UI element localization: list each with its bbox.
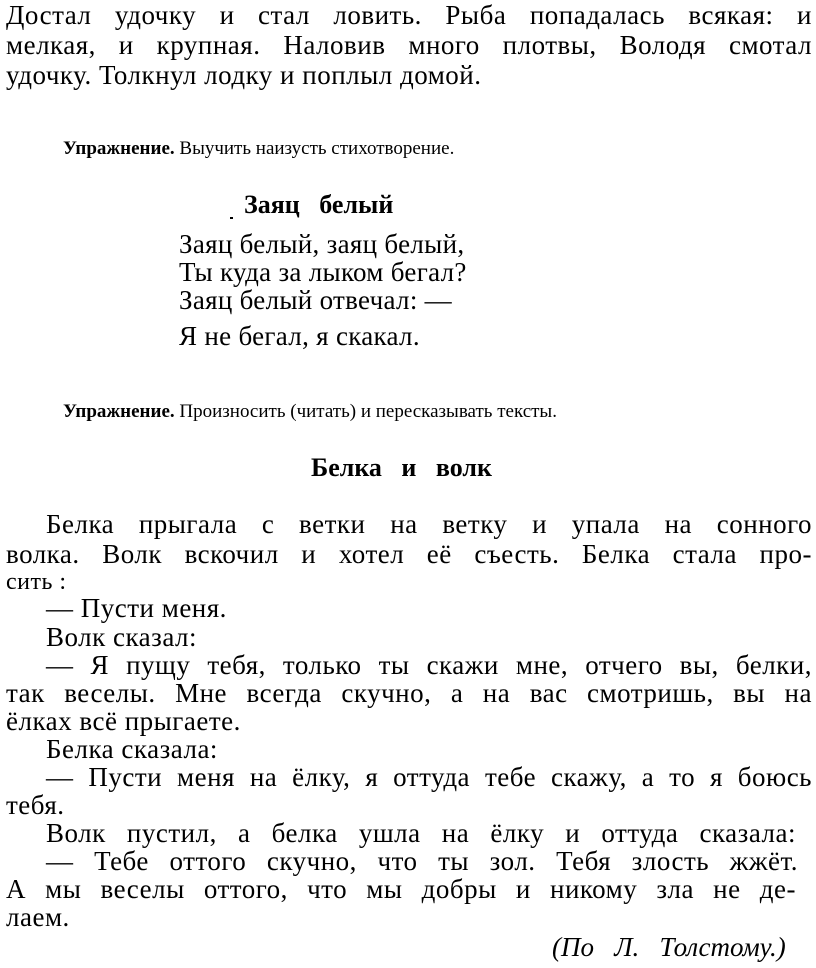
story-attribution: (По Л. Толстому.) — [552, 932, 786, 962]
exercise-1-label: Упражнение. — [63, 138, 175, 159]
intro-line-2: мелкая, и крупная. Наловив много плотвы, Володя смотал — [6, 30, 812, 60]
story-line-12: Волк пустил, а белка ушла на ёлку и оттуда сказала: — [46, 818, 796, 848]
exercise-2 — [63, 401, 557, 423]
poem-title: Заяц белый — [244, 190, 394, 219]
intro-line-1: Достал удочку и стал ловить. Рыба попадалась всякая: и — [6, 0, 812, 30]
story-line-11: тебя. — [6, 790, 65, 820]
stray-mark — [230, 217, 233, 219]
exercise-2-label: Упражнение. — [63, 401, 175, 422]
story-line-15: лаем. — [6, 902, 70, 932]
intro-line-3: удочку. Толкнул лодку и поплыл домой. — [6, 60, 482, 90]
story-line-6: — Я пущу тебя, только ты скажи мне, отчего вы, белки, — [46, 650, 812, 680]
poem-line-2: Ты куда за лыком бегал? — [179, 257, 467, 287]
story-line-13: — Тебе оттого скучно, что ты зол. Тебя злость жжёт. — [46, 846, 798, 876]
story-line-2: волка. Волк вскочил и хотел её съесть. Белка стала про- — [6, 539, 812, 569]
poem-line-1: Заяц белый, заяц белый, — [179, 229, 465, 259]
story-line-3: сить : — [6, 569, 67, 595]
story-line-7: так веселы. Мне всегда скучно, а на вас смотришь, вы на — [6, 678, 812, 708]
exercise-2-text: Произносить (читать) и пересказывать тексты. — [179, 401, 557, 422]
story-line-10: — Пусти меня на ёлку, я оттуда тебе скажу, а то я боюсь — [46, 762, 812, 792]
story-line-1: Белка прыгала с ветки на ветку и упала на сонного — [46, 509, 812, 539]
exercise-1 — [63, 138, 454, 160]
story-line-8: ёлках всё прыгаете. — [6, 706, 241, 736]
story-line-4: — Пусти меня. — [46, 593, 227, 623]
story-line-14: А мы веселы оттого, что мы добры и никому зла не де- — [6, 874, 796, 904]
exercise-1-text: Выучить наизусть стихотворение. — [179, 138, 455, 159]
story-title: Белка и волк — [311, 453, 492, 482]
poem-line-4: Я не бегал, я скакал. — [179, 321, 420, 351]
story-line-5: Волк сказал: — [46, 622, 198, 652]
story-line-9: Белка сказала: — [46, 734, 218, 764]
poem-line-3: Заяц белый отвечал: — — [179, 285, 452, 315]
